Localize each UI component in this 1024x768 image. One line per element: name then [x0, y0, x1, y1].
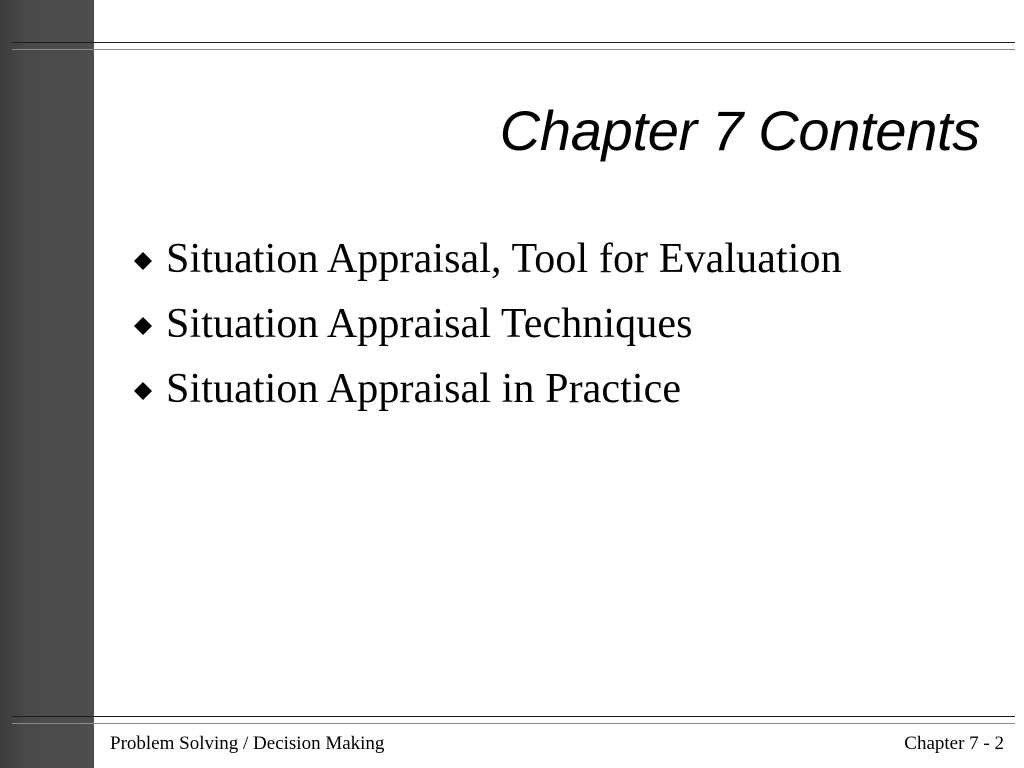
bullet-item — [134, 356, 842, 421]
slide-title: Chapter 7 Contents — [499, 99, 980, 162]
top-rule-upper — [12, 42, 1015, 43]
top-rule-lower — [12, 49, 1015, 50]
footer-course-title: Problem Solving / Decision Making — [110, 733, 385, 754]
bullet-text: Situation Appraisal in Practice — [166, 365, 682, 412]
footer-page-number: Chapter 7 - 2 — [904, 733, 1004, 754]
footer-rule-lower — [12, 723, 1015, 724]
diamond-bullet-icon — [134, 317, 152, 335]
bullet-item — [134, 291, 842, 356]
footer-rule-upper — [12, 716, 1015, 717]
sidebar-band — [0, 0, 94, 768]
diamond-bullet-icon — [134, 252, 152, 270]
bullet-item — [134, 226, 842, 291]
bullet-text: Situation Appraisal Techniques — [166, 300, 693, 347]
bullet-list — [134, 226, 842, 421]
diamond-bullet-icon — [134, 382, 152, 400]
bullet-text: Situation Appraisal, Tool for Evaluation — [166, 235, 842, 282]
